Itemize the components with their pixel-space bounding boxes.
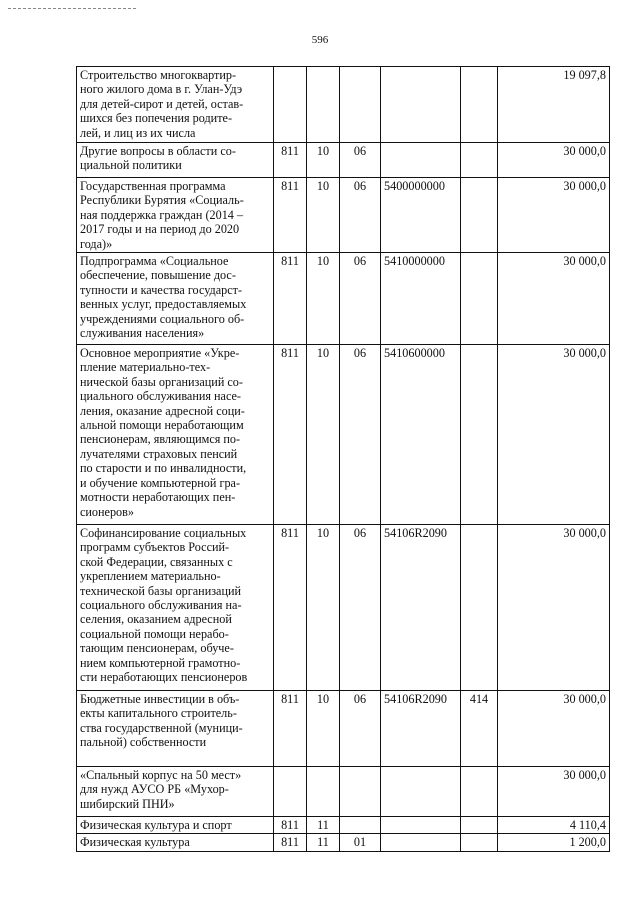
description-line: Подпрограмма «Социальное	[80, 254, 229, 269]
description-line: для нужд АУСО РБ «Мухор-	[80, 782, 229, 797]
row-expense-type	[461, 143, 498, 178]
description-line: обеспечение, повышение дос-	[80, 268, 236, 283]
description-line: программ субъектов Россий-	[80, 540, 230, 555]
description-line: ного жилого дома в г. Улан-Удэ	[80, 82, 243, 97]
row-amount: 30 000,0	[498, 345, 610, 525]
row-subsection	[340, 67, 381, 143]
row-amount: 30 000,0	[498, 525, 610, 691]
description-line: 2017 годы и на период до 2020	[80, 222, 240, 237]
row-target-article	[381, 67, 461, 143]
row-gov-code: 811	[274, 834, 307, 851]
row-expense-type: 414	[461, 691, 498, 767]
row-expense-type	[461, 525, 498, 691]
row-amount: 4 110,4	[498, 817, 610, 834]
description-line: тупности и качества государст-	[80, 282, 243, 297]
row-expense-type	[461, 178, 498, 253]
row-section: 11	[307, 817, 340, 834]
description-line: лучателями страховых пенсий	[80, 446, 238, 461]
description-line: Строительство многоквартир-	[80, 68, 237, 82]
row-target-article	[381, 817, 461, 834]
table-row	[77, 834, 610, 851]
row-expense-type	[461, 817, 498, 834]
description-line: альной помощи неработающим	[80, 418, 244, 433]
row-gov-code: 811	[274, 817, 307, 834]
row-description	[77, 143, 274, 178]
row-gov-code: 811	[274, 253, 307, 345]
description-line: лей, и лиц из их числа	[80, 125, 196, 140]
table-row	[77, 178, 610, 253]
row-subsection: 06	[340, 253, 381, 345]
description-line: Основное мероприятие «Укре-	[80, 346, 240, 361]
row-expense-type	[461, 767, 498, 817]
row-expense-type	[461, 67, 498, 143]
description-line: шибирский ПНИ»	[80, 796, 175, 811]
description-line: ная поддержка граждан (2014 –	[80, 207, 244, 222]
row-gov-code: 811	[274, 691, 307, 767]
row-section: 10	[307, 345, 340, 525]
row-amount: 19 097,8	[498, 67, 610, 143]
description-line: нием компьютерной грамотно-	[80, 655, 241, 670]
row-description	[77, 767, 274, 817]
row-gov-code: 811	[274, 345, 307, 525]
row-description	[77, 253, 274, 345]
row-amount: 30 000,0	[498, 143, 610, 178]
row-gov-code	[274, 67, 307, 143]
description-line: социального обслуживания на-	[80, 598, 242, 613]
description-line: и обучение компьютерной гра-	[80, 475, 241, 490]
row-gov-code	[274, 767, 307, 817]
description-line: селения, оказанием адресной	[80, 612, 232, 627]
description-line: циального обслуживания насе-	[80, 389, 241, 404]
description-line: екты капитального строитель-	[80, 706, 237, 721]
row-section: 11	[307, 834, 340, 851]
row-section: 10	[307, 253, 340, 345]
row-subsection: 06	[340, 178, 381, 253]
row-subsection	[340, 767, 381, 817]
row-amount: 30 000,0	[498, 178, 610, 253]
description-line: ления, оказание адресной соци-	[80, 403, 245, 418]
row-description	[77, 691, 274, 767]
row-subsection: 06	[340, 143, 381, 178]
description-line: нической базы организаций со-	[80, 374, 243, 389]
description-line: «Спальный корпус на 50 мест»	[80, 768, 242, 783]
description-line: служивания населения»	[80, 326, 205, 341]
description-line: Физическая культура и спорт	[80, 818, 232, 833]
description-line: циальной политики	[80, 158, 182, 173]
row-gov-code: 811	[274, 525, 307, 691]
row-subsection: 06	[340, 691, 381, 767]
row-section	[307, 767, 340, 817]
page-number: 596	[311, 34, 329, 46]
description-line: учреждениями социального об-	[80, 311, 245, 326]
budget-table	[76, 66, 610, 852]
table-row	[77, 345, 610, 525]
table-row	[77, 691, 610, 767]
row-target-article	[381, 834, 461, 851]
description-line: венных услуг, предоставляемых	[80, 297, 247, 312]
row-subsection	[340, 817, 381, 834]
description-line: ской Федерации, связанных с	[80, 554, 233, 569]
row-expense-type	[461, 834, 498, 851]
row-amount: 30 000,0	[498, 767, 610, 817]
row-section	[307, 67, 340, 143]
description-line: пальной) собственности	[80, 735, 207, 750]
row-gov-code: 811	[274, 143, 307, 178]
row-description	[77, 67, 274, 143]
row-description	[77, 834, 274, 851]
budget-table-body	[77, 67, 610, 852]
description-line: года)»	[80, 236, 113, 251]
description-line: пенсионерам, являющимся по-	[80, 432, 241, 447]
table-row	[77, 143, 610, 178]
row-target-article: 54106R2090	[381, 525, 461, 691]
row-subsection: 06	[340, 525, 381, 691]
description-line: Другие вопросы в области со-	[80, 144, 236, 158]
table-row	[77, 67, 610, 143]
row-section: 10	[307, 525, 340, 691]
row-target-article: 5400000000	[381, 178, 461, 253]
row-description	[77, 525, 274, 691]
row-amount: 1 200,0	[498, 834, 610, 851]
row-gov-code: 811	[274, 178, 307, 253]
table-row	[77, 525, 610, 691]
description-line: сти неработающих пенсионеров	[80, 670, 248, 685]
row-amount: 30 000,0	[498, 253, 610, 345]
description-line: технической базы организаций	[80, 583, 242, 598]
table-row	[77, 767, 610, 817]
header-rule	[8, 8, 136, 9]
description-line: Бюджетные инвестиции в объ-	[80, 692, 240, 707]
row-target-article: 5410600000	[381, 345, 461, 525]
description-line: ства государственной (муници-	[80, 720, 243, 735]
description-line: Государственная программа	[80, 179, 226, 193]
row-target-article	[381, 767, 461, 817]
table-row	[77, 817, 610, 834]
description-line: по старости и по инвалидности,	[80, 461, 247, 476]
description-line: шихся без попечения родите-	[80, 111, 233, 126]
row-expense-type	[461, 345, 498, 525]
row-target-article: 5410000000	[381, 253, 461, 345]
row-description	[77, 178, 274, 253]
row-section: 10	[307, 691, 340, 767]
row-description	[77, 817, 274, 834]
row-expense-type	[461, 253, 498, 345]
table-row	[77, 253, 610, 345]
row-amount: 30 000,0	[498, 691, 610, 767]
row-section: 10	[307, 178, 340, 253]
description-line: Физическая культура	[80, 835, 190, 850]
row-target-article: 54106R2090	[381, 691, 461, 767]
description-line: сионеров»	[80, 504, 134, 519]
row-description	[77, 345, 274, 525]
description-line: Софинансирование социальных	[80, 526, 247, 541]
description-line: Республики Бурятия «Социаль-	[80, 193, 244, 208]
row-target-article	[381, 143, 461, 178]
description-line: укреплением материально-	[80, 569, 221, 584]
description-line: социальной помощи нерабо-	[80, 626, 229, 641]
description-line: тающим пенсионерам, обуче-	[80, 641, 234, 656]
description-line: мотности неработающих пен-	[80, 490, 236, 505]
row-subsection: 06	[340, 345, 381, 525]
description-line: пление материально-тех-	[80, 360, 211, 375]
row-section: 10	[307, 143, 340, 178]
row-subsection: 01	[340, 834, 381, 851]
description-line: для детей-сирот и детей, остав-	[80, 96, 244, 111]
